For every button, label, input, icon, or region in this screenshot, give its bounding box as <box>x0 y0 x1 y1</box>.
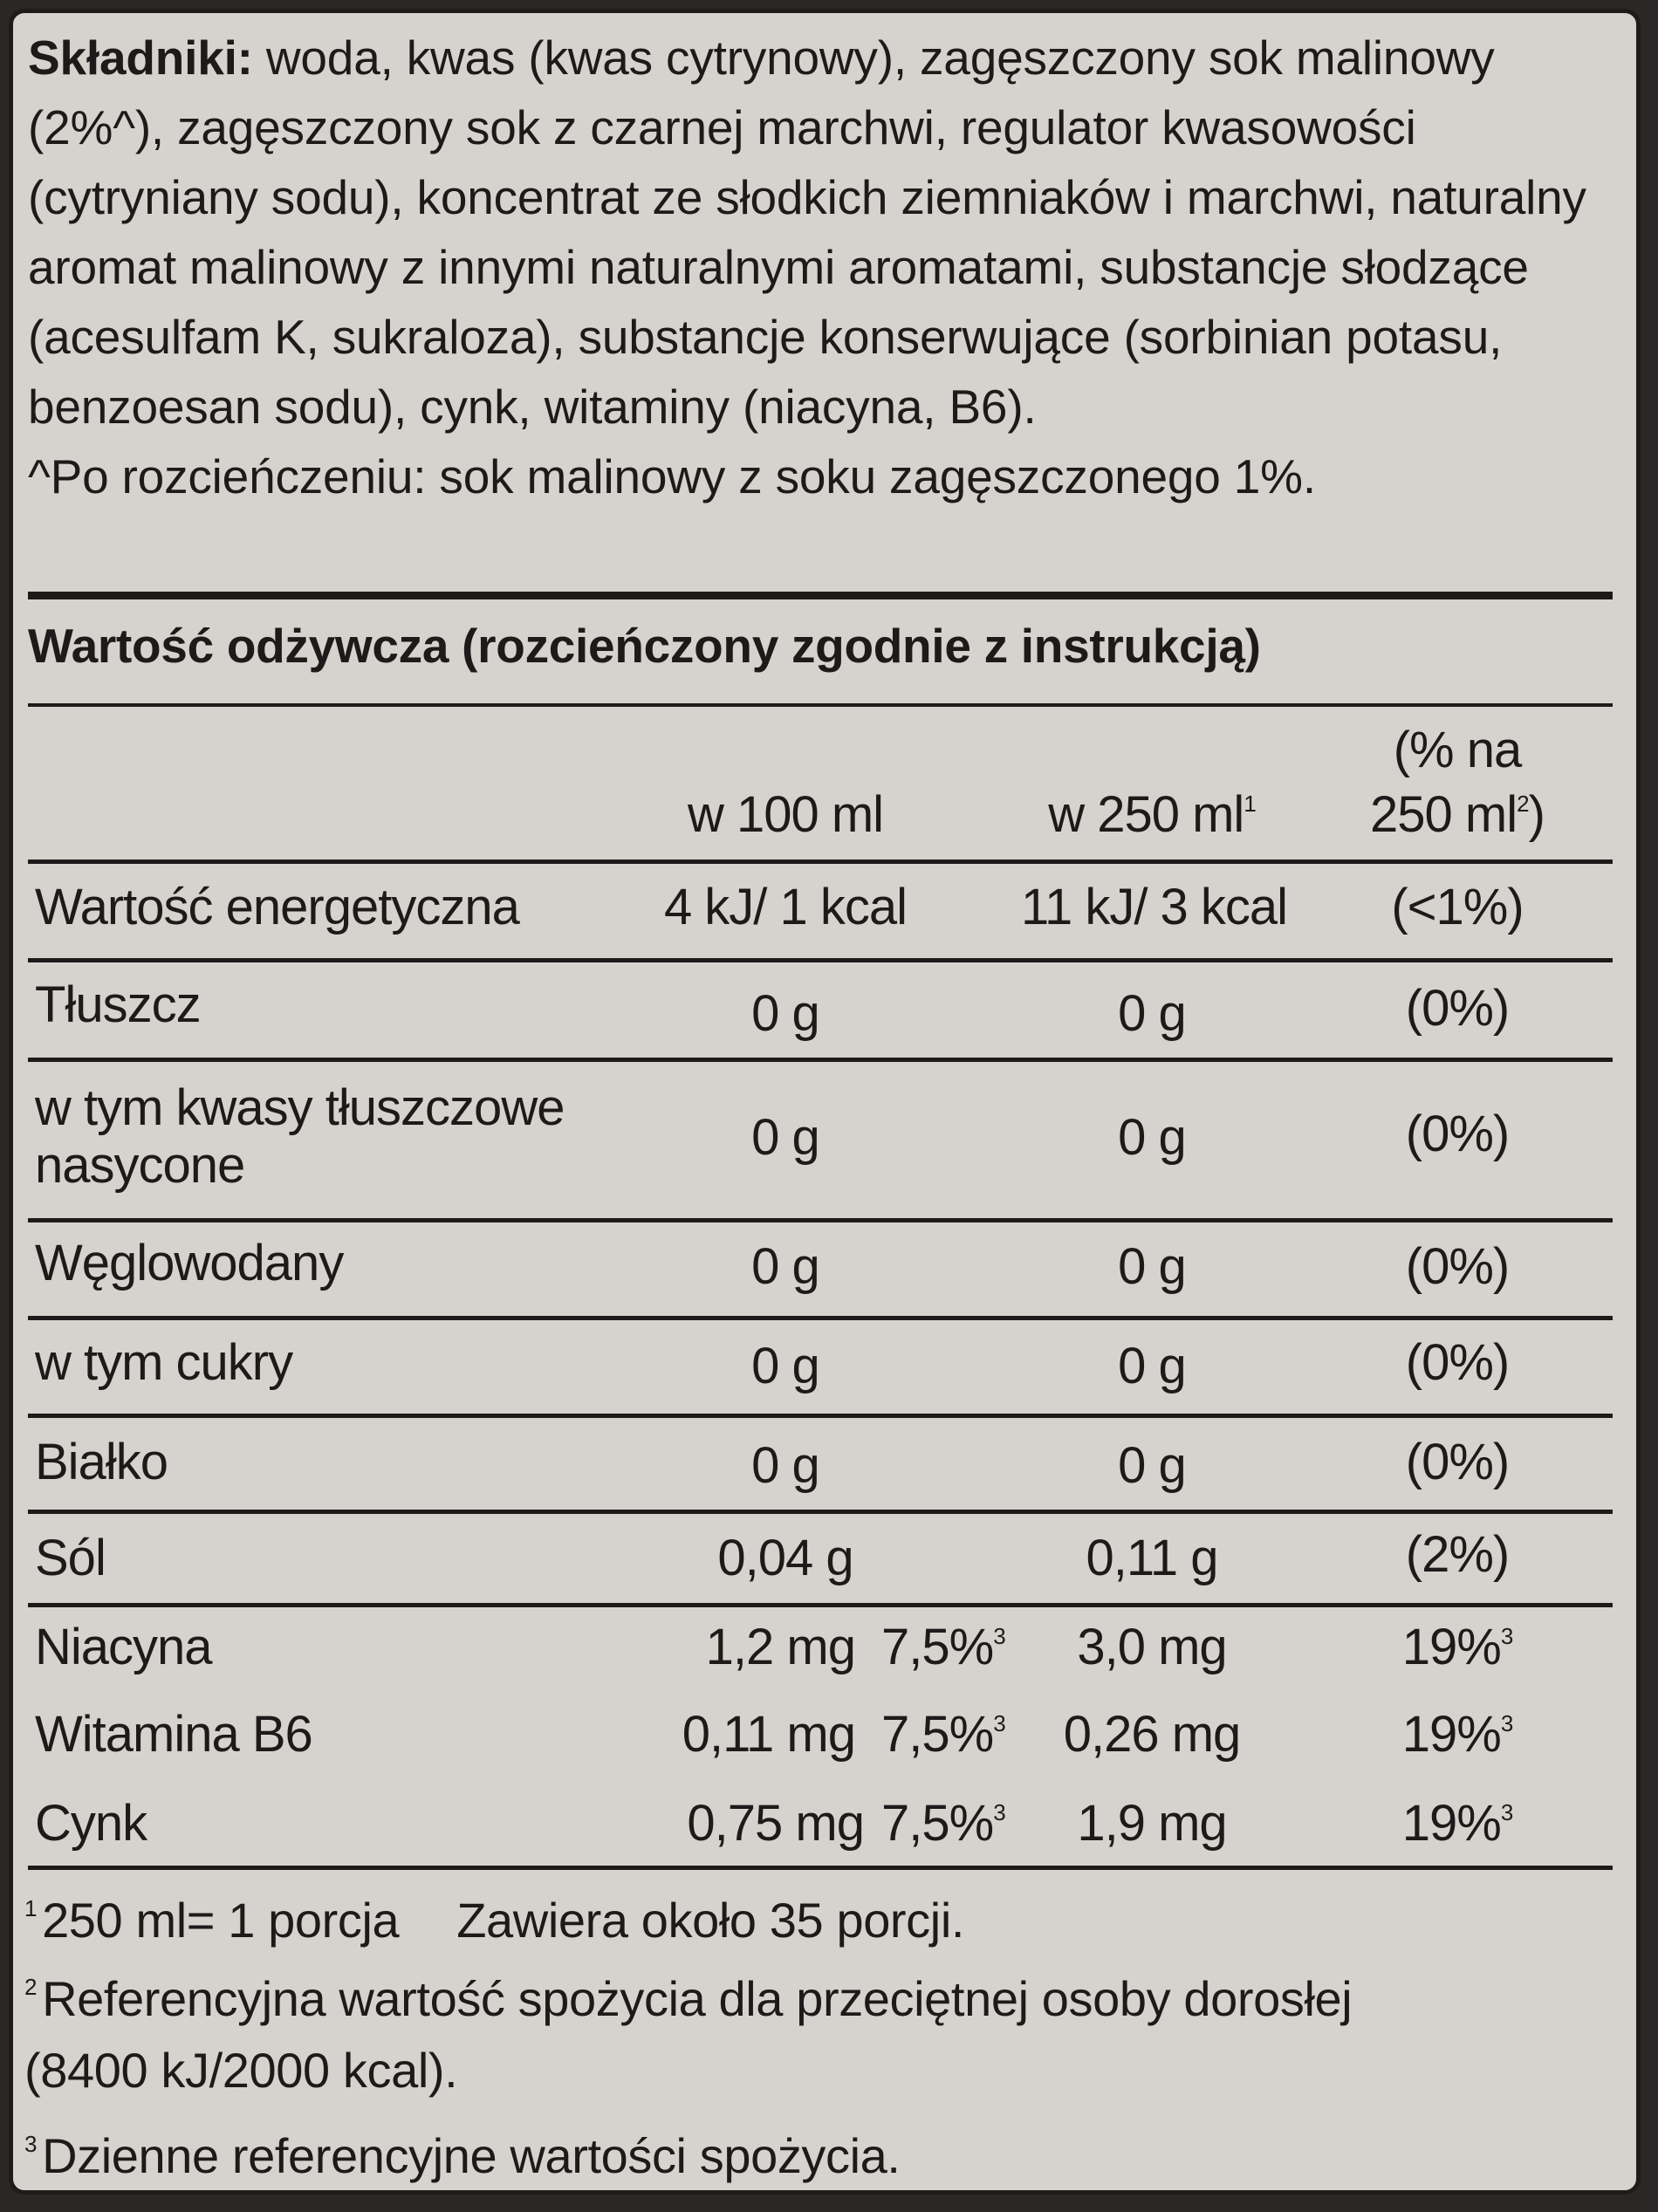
row-value-250ml: 0,26 mg <box>1063 1706 1241 1763</box>
row-value-pct: 19%$^3$ <box>1401 1706 1513 1763</box>
row-value-pct: (0%) <box>1405 1334 1510 1391</box>
table-row-rule <box>28 1058 1613 1062</box>
column-header-pct-line2: 250 $ml^2$) <box>1370 786 1545 843</box>
row-value-pct: (0%) <box>1405 1434 1510 1490</box>
row-label-sugars: w tym cukry <box>35 1334 293 1391</box>
row-value-250ml: 11 kJ/ 3 kcal <box>1021 879 1288 935</box>
row-value-100ml: 0 g <box>751 985 819 1042</box>
row-value-100ml: 0,11 mg <box>682 1706 855 1763</box>
row-value-pct: 19%$^3$ <box>1401 1795 1513 1852</box>
row-ri-100ml: 7,5%$^3$ <box>881 1706 1005 1763</box>
row-label-niacin: Niacyna <box>35 1619 212 1675</box>
row-label-energy: Wartość energetyczna <box>35 879 519 935</box>
ingredients-section <box>28 23 1616 511</box>
footnote-ref: 3 <box>993 1799 1005 1825</box>
table-row-rule <box>28 958 1613 962</box>
column-header-100ml: w 100 ml <box>687 786 884 843</box>
row-value-100ml: 0,04 g <box>717 1530 853 1586</box>
row-value-100ml: 0 g <box>751 1437 819 1494</box>
row-label-saturates-line1: w tym kwasy tłuszczowe <box>35 1079 565 1136</box>
row-value-100ml: 0 g <box>751 1238 819 1295</box>
row-value-250ml: 0,11 g <box>1086 1530 1218 1586</box>
footnote-ref: 3 <box>1500 1799 1513 1825</box>
row-value-100ml: 4 kJ/ 1 kcal <box>663 879 908 935</box>
row-value-pct: (0%) <box>1405 1238 1510 1295</box>
ingredients-label: Składniki: <box>28 31 253 85</box>
footnote-2-line1: $^2$ Referencyjna wartość spożycia dla przeciętnej osoby dorosłej <box>24 1971 1353 2026</box>
row-value-250ml: 3,0 mg <box>1077 1619 1227 1675</box>
column-header-250ml: w 250 $ml^1$ <box>1048 786 1256 843</box>
row-ri-100ml: 7,5%$^3$ <box>881 1619 1005 1675</box>
footnote-ref: 2 <box>1517 791 1529 817</box>
section-divider <box>28 592 1613 599</box>
footnote-1: $^1$ 250 ml= 1 porcja Zawiera około 35 porcji. <box>24 1893 965 1948</box>
ingredients-note: ^Po rozcieńczeniu: sok malinowy z soku zagęszczonego 1%. <box>28 449 1316 503</box>
row-label-vitamin-b6: Witamina B6 <box>35 1706 312 1763</box>
row-value-pct: 19%$^3$ <box>1401 1619 1513 1675</box>
row-value-pct: (0%) <box>1405 980 1510 1037</box>
table-row-rule <box>28 1510 1613 1514</box>
row-label-fat: Tłuszcz <box>35 976 201 1033</box>
footnote-ref: 3 <box>1500 1710 1513 1736</box>
row-value-pct: (0%) <box>1405 1106 1510 1162</box>
table-row-rule <box>28 1316 1613 1320</box>
row-ri-100ml: 7,5%$^3$ <box>881 1795 1005 1852</box>
table-row-rule <box>28 1603 1613 1607</box>
row-value-250ml: 0 g <box>1118 1109 1186 1166</box>
row-label-carbohydrates: Węglowodany <box>35 1235 344 1291</box>
table-row-rule <box>28 1414 1613 1418</box>
row-value-250ml: 0 g <box>1118 1238 1186 1295</box>
row-value-100ml: 0,75 mg <box>687 1795 864 1852</box>
header-rule <box>28 703 1613 707</box>
row-label-salt: Sól <box>35 1530 106 1586</box>
footnote-ref: 3 <box>993 1623 1005 1649</box>
row-label-saturates-line2: nasycone <box>35 1137 245 1194</box>
row-value-250ml: 0 g <box>1118 985 1186 1042</box>
table-row-rule <box>28 859 1613 864</box>
row-value-100ml: 0 g <box>751 1109 819 1166</box>
row-value-100ml: 1,2 mg <box>705 1619 855 1675</box>
footnote-ref: 1 <box>1244 791 1256 817</box>
footnote-2-line2: (8400 kJ/2000 kcal). <box>24 2043 458 2098</box>
row-value-pct: (2%) <box>1405 1526 1510 1583</box>
footnote-3: $^3$ Dzienne referencyjne wartości spożycia. <box>24 2128 901 2183</box>
table-bottom-rule <box>28 1866 1613 1870</box>
row-label-protein: Białko <box>35 1434 168 1490</box>
footnote-ref: 3 <box>1500 1623 1513 1649</box>
table-row-rule <box>28 1218 1613 1222</box>
nutrition-heading: Wartość odżywcza (rozcieńczony zgodnie z instrukcją) <box>28 619 1261 673</box>
row-value-250ml: 0 g <box>1118 1338 1186 1394</box>
row-value-250ml: 0 g <box>1118 1437 1186 1494</box>
ingredients-text: woda, kwas (kwas cytrynowy), zagęszczony sok malinowy (2%^), zagęszczony sok z czarnej marchwi, regulator kwasowości (cytryniany sodu), koncentrat ze słodkich ziemniaków i marchwi, naturalny aromat malinowy z innymi naturalnymi aromatami, substancje słodzące (acesulfam K, sukraloza), substancje konserwujące (sorbinian potasu, benzoesan sodu), cynk, witaminy (niacyna, B6). <box>28 31 1586 434</box>
column-header-pct-line1: (% na <box>1393 722 1522 778</box>
row-value-250ml: 1,9 mg <box>1077 1795 1227 1852</box>
row-label-zinc: Cynk <box>35 1795 147 1852</box>
row-value-pct: (<1%) <box>1391 879 1524 935</box>
row-value-100ml: 0 g <box>751 1338 819 1394</box>
footnote-ref: 3 <box>993 1710 1005 1736</box>
